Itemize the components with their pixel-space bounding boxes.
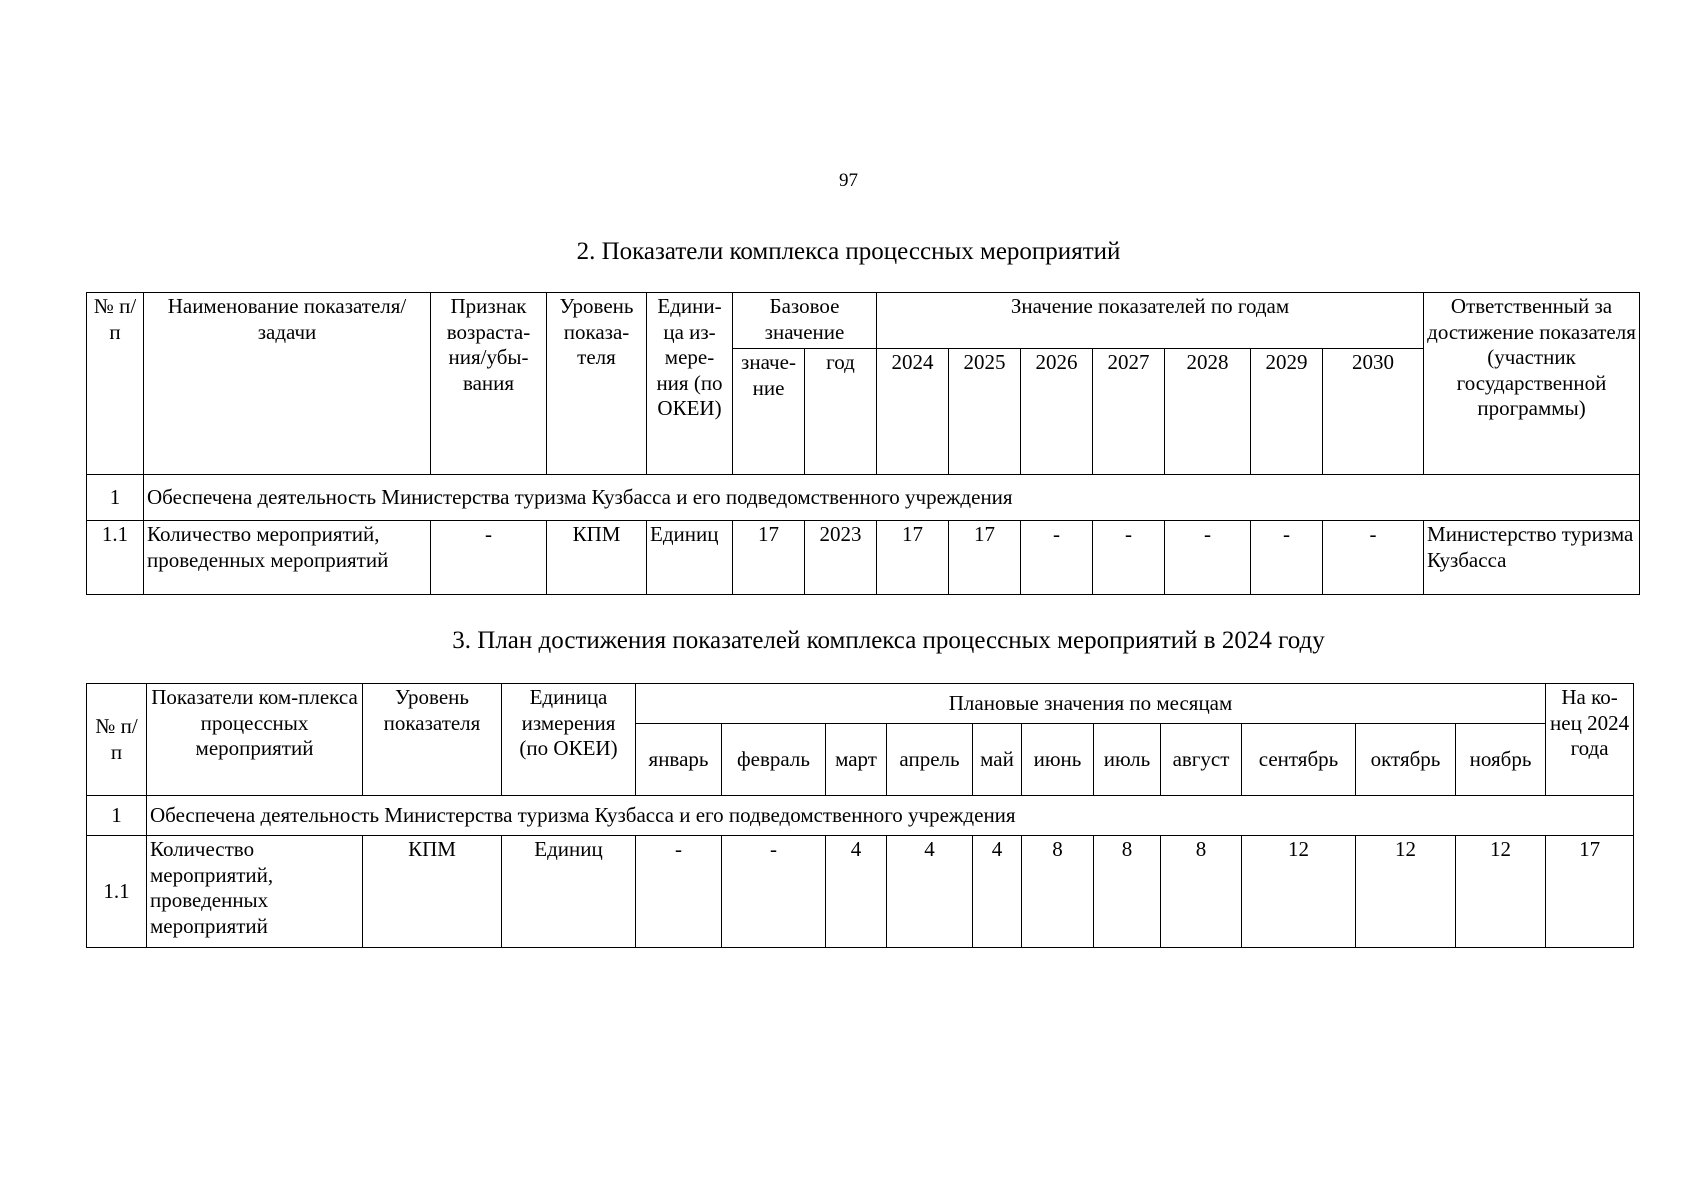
header-year: 2026 (1021, 349, 1093, 475)
header-num: № п/п (87, 684, 147, 796)
header-year: 2029 (1251, 349, 1323, 475)
indicators-table (86, 292, 1640, 595)
row-year-value: 17 (877, 521, 949, 595)
row-month-value: 8 (1161, 836, 1242, 948)
header-trend: Признак возраста-ния/убы-вания (431, 293, 547, 475)
header-base: Базовое значение (733, 293, 877, 349)
header-by-years: Значение показателей по годам (877, 293, 1424, 349)
page-number: 97 (839, 170, 858, 191)
row-month-value: 12 (1242, 836, 1356, 948)
header-month: сентябрь (1242, 724, 1356, 796)
table-row (87, 521, 1640, 595)
header-num: № п/п (87, 293, 144, 475)
row-year-value: 17 (949, 521, 1021, 595)
group-text: Обеспечена деятельность Министерства туризма Кузбасса и его подведомственного учреждения (147, 796, 1634, 836)
header-unit: Едини-ца из-мере-ния (по ОКЕИ) (647, 293, 733, 475)
header-year: 2028 (1165, 349, 1251, 475)
section-2-title: 2. Показатели комплекса процессных мероприятий (576, 238, 1121, 265)
group-num: 1 (87, 475, 144, 521)
row-base-year: 2023 (805, 521, 877, 595)
row-year-value: - (1251, 521, 1323, 595)
row-month-value: 4 (973, 836, 1022, 948)
row-month-value: - (722, 836, 826, 948)
row-month-value: 8 (1094, 836, 1161, 948)
header-year: 2027 (1093, 349, 1165, 475)
row-month-value: 12 (1456, 836, 1546, 948)
row-base-value: 17 (733, 521, 805, 595)
header-base-year: год (805, 349, 877, 475)
header-month: январь (636, 724, 722, 796)
row-year-value: - (1165, 521, 1251, 595)
row-level: КПМ (363, 836, 502, 948)
section-3-title: 3. План достижения показателей комплекса процессных мероприятий в 2024 году (452, 627, 1325, 654)
header-month: август (1161, 724, 1242, 796)
row-month-value: 12 (1356, 836, 1456, 948)
header-year: 2024 (877, 349, 949, 475)
header-base-value: значе-ние (733, 349, 805, 475)
row-unit: Единиц (502, 836, 636, 948)
row-year-value: - (1323, 521, 1424, 595)
header-name: Наименование показателя/задачи (144, 293, 431, 475)
header-month: февраль (722, 724, 826, 796)
header-end-of-year: На ко-нец 2024 года (1546, 684, 1634, 796)
group-row (87, 796, 1634, 836)
header-plan: Плановые значения по месяцам (636, 684, 1546, 724)
row-unit: Единиц (647, 521, 733, 595)
group-row (87, 475, 1640, 521)
row-name: Количество мероприятий, проведенных мероприятий (144, 521, 431, 595)
header-level: Уровень показа-теля (547, 293, 647, 475)
header-month: июнь (1022, 724, 1094, 796)
plan-table (86, 683, 1634, 948)
row-year-value: - (1021, 521, 1093, 595)
header-month: март (826, 724, 887, 796)
header-unit: Единица измерения (по ОКЕИ) (502, 684, 636, 796)
header-indicator: Показатели ком-плекса процессных мероприятий (147, 684, 363, 796)
row-year-value: - (1093, 521, 1165, 595)
group-num: 1 (87, 796, 147, 836)
row-end-of-year: 17 (1546, 836, 1634, 948)
row-month-value: 8 (1022, 836, 1094, 948)
row-responsible: Министерство туризма Кузбасса (1424, 521, 1640, 595)
header-level: Уровень показателя (363, 684, 502, 796)
header-year: 2025 (949, 349, 1021, 475)
row-indicator: Количество мероприятий, проведенных мероприятий (147, 836, 363, 948)
row-level: КПМ (547, 521, 647, 595)
header-month: июль (1094, 724, 1161, 796)
row-num: 1.1 (87, 836, 147, 948)
row-month-value: - (636, 836, 722, 948)
row-month-value: 4 (826, 836, 887, 948)
header-month: ноябрь (1456, 724, 1546, 796)
header-responsible: Ответственный за достижение показателя (участник государственной программы) (1424, 293, 1640, 475)
row-num: 1.1 (87, 521, 144, 595)
header-month: май (973, 724, 1022, 796)
header-year: 2030 (1323, 349, 1424, 475)
group-text: Обеспечена деятельность Министерства туризма Кузбасса и его подведомственного учреждения (144, 475, 1640, 521)
row-month-value: 4 (887, 836, 973, 948)
header-month: октябрь (1356, 724, 1456, 796)
header-month: апрель (887, 724, 973, 796)
table-row (87, 836, 1634, 948)
row-trend: - (431, 521, 547, 595)
